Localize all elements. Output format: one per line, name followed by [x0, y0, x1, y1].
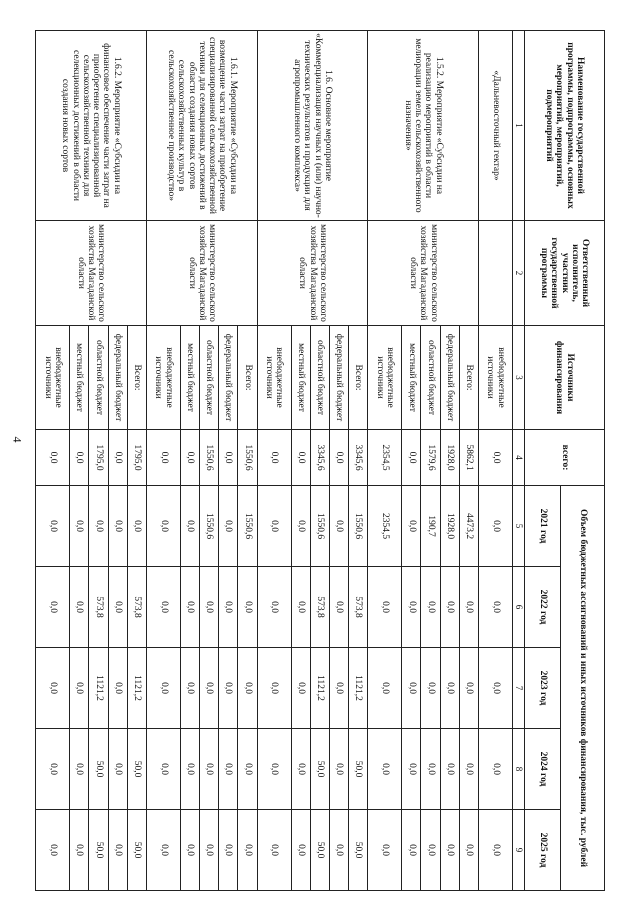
column-number: 5	[513, 486, 525, 567]
table-row	[349, 31, 368, 891]
header-source: Источники финансирования	[525, 326, 605, 430]
value-year: 1121,2	[89, 648, 108, 729]
measure-name: «Дальневосточный гектар»	[478, 31, 512, 221]
value-year: 50,0	[349, 810, 368, 891]
column-number: 8	[513, 729, 525, 810]
source-cell: местный бюджет	[402, 326, 421, 430]
value-year: 0,0	[257, 486, 291, 567]
value-year: 0,0	[329, 810, 348, 891]
value-year: 0,0	[291, 729, 310, 810]
value-total: 3345,6	[310, 430, 329, 486]
value-year: 0,0	[291, 810, 310, 891]
value-year: 0,0	[146, 486, 180, 567]
source-cell: местный бюджет	[180, 326, 199, 430]
value-total: 0,0	[108, 430, 127, 486]
column-number: 7	[513, 648, 525, 729]
value-year: 0,0	[219, 567, 238, 648]
source-cell: федеральный бюджет	[108, 326, 127, 430]
column-number: 9	[513, 810, 525, 891]
value-year: 0,0	[440, 729, 459, 810]
rotated-table-container	[35, 30, 605, 890]
executor-cell: министерство сельского хозяйства Магаданской области	[257, 221, 368, 326]
budget-table	[35, 30, 605, 891]
value-year: 0,0	[200, 810, 219, 891]
value-year: 0,0	[368, 648, 402, 729]
header-total: всего:	[525, 430, 605, 486]
value-year: 0,0	[200, 567, 219, 648]
value-year: 4473,2	[459, 486, 478, 567]
value-year: 1550,6	[238, 486, 257, 567]
value-year: 0,0	[291, 486, 310, 567]
value-year: 0,0	[421, 729, 440, 810]
value-year: 573,8	[89, 567, 108, 648]
value-year: 0,0	[421, 567, 440, 648]
value-year: 0,0	[440, 567, 459, 648]
value-year: 573,8	[127, 567, 146, 648]
value-year: 0,0	[368, 567, 402, 648]
value-year: 0,0	[108, 648, 127, 729]
value-year: 1121,2	[127, 648, 146, 729]
column-number: 6	[513, 567, 525, 648]
value-year: 573,8	[349, 567, 368, 648]
table-row	[127, 31, 146, 891]
header-year: 2024 год	[525, 729, 561, 810]
value-year: 0,0	[459, 729, 478, 810]
header-year: 2021 год	[525, 486, 561, 567]
value-year: 0,0	[36, 810, 70, 891]
value-year: 0,0	[70, 648, 89, 729]
source-cell: внебюджетные источники	[36, 326, 70, 430]
source-cell: внебюджетные источники	[478, 326, 512, 430]
executor-cell: министерство сельского хозяйства Магаданской области	[146, 221, 257, 326]
column-number: 1	[513, 31, 525, 221]
value-total: 1550,6	[238, 430, 257, 486]
value-year: 0,0	[70, 567, 89, 648]
value-year: 0,0	[36, 567, 70, 648]
source-cell: местный бюджет	[291, 326, 310, 430]
source-cell: областной бюджет	[200, 326, 219, 430]
value-year: 0,0	[200, 729, 219, 810]
value-total: 1550,6	[200, 430, 219, 486]
value-year: 0,0	[108, 567, 127, 648]
value-year: 0,0	[108, 729, 127, 810]
source-cell: Всего:	[349, 326, 368, 430]
source-cell: областной бюджет	[421, 326, 440, 430]
value-year: 0,0	[329, 648, 348, 729]
value-total: 0,0	[70, 430, 89, 486]
value-year: 0,0	[219, 486, 238, 567]
executor-cell: министерство сельского хозяйства Магаданской области	[36, 221, 147, 326]
value-year: 0,0	[368, 810, 402, 891]
value-year: 50,0	[310, 810, 329, 891]
value-total: 1795,0	[89, 430, 108, 486]
table-row	[459, 31, 478, 891]
value-year: 0,0	[291, 648, 310, 729]
value-year: 0,0	[478, 567, 512, 648]
page-number: 4	[10, 436, 25, 443]
value-year: 50,0	[127, 810, 146, 891]
value-year: 0,0	[402, 567, 421, 648]
value-year: 0,0	[36, 486, 70, 567]
value-year: 50,0	[349, 729, 368, 810]
value-year: 0,0	[36, 729, 70, 810]
value-year: 0,0	[402, 810, 421, 891]
value-year: 0,0	[421, 810, 440, 891]
value-year: 50,0	[89, 810, 108, 891]
value-year: 0,0	[257, 567, 291, 648]
executor-cell	[478, 221, 512, 326]
measure-name: 1.6.1. Мероприятие «Субсидии на возмещение части затрат на приобретение специализированной сельскохозяйственной техники для селекционных достижений в области создания новых сортов сельскохозяйственных культур в сельскохозяйственное производство»	[146, 31, 257, 221]
value-year: 0,0	[146, 810, 180, 891]
value-year: 0,0	[402, 486, 421, 567]
value-year: 0,0	[180, 729, 199, 810]
source-cell: Всего:	[238, 326, 257, 430]
value-year: 0,0	[402, 648, 421, 729]
value-year: 0,0	[329, 486, 348, 567]
source-cell: Всего:	[127, 326, 146, 430]
column-number: 4	[513, 430, 525, 486]
value-year: 0,0	[421, 648, 440, 729]
value-year: 1550,6	[349, 486, 368, 567]
value-year: 2354,5	[368, 486, 402, 567]
value-year: 0,0	[180, 567, 199, 648]
measure-name: 1.5.2. Мероприятие «Субсидии на реализацию мероприятий в области мелиорации земель сельскохозяйственного назначения»	[368, 31, 479, 221]
value-year: 0,0	[478, 729, 512, 810]
value-total: 0,0	[36, 430, 70, 486]
source-cell: местный бюджет	[70, 326, 89, 430]
value-year: 0,0	[146, 729, 180, 810]
value-total: 0,0	[219, 430, 238, 486]
source-cell: внебюджетные источники	[368, 326, 402, 430]
value-year: 0,0	[238, 648, 257, 729]
header-budget-group: Объем бюджетных ассигнований и иных источников финансирования, тыс. рублей	[561, 486, 605, 891]
source-cell: областной бюджет	[89, 326, 108, 430]
value-year: 0,0	[180, 648, 199, 729]
source-cell: областной бюджет	[310, 326, 329, 430]
value-total: 2354,5	[368, 430, 402, 486]
value-year: 0,0	[238, 810, 257, 891]
source-cell: внебюджетные источники	[146, 326, 180, 430]
value-year: 0,0	[70, 810, 89, 891]
value-year: 0,0	[478, 486, 512, 567]
header-year: 2023 год	[525, 648, 561, 729]
value-year: 1121,2	[349, 648, 368, 729]
value-year: 0,0	[219, 648, 238, 729]
value-year: 0,0	[70, 486, 89, 567]
column-number: 2	[513, 221, 525, 326]
value-year: 1550,6	[200, 486, 219, 567]
value-total: 1579,6	[421, 430, 440, 486]
value-year: 0,0	[257, 648, 291, 729]
value-year: 0,0	[146, 648, 180, 729]
column-number: 3	[513, 326, 525, 430]
executor-cell: министерство сельского хозяйства Магаданской области	[368, 221, 479, 326]
value-total: 0,0	[291, 430, 310, 486]
value-year: 0,0	[127, 486, 146, 567]
source-cell: Всего:	[459, 326, 478, 430]
value-year: 0,0	[70, 729, 89, 810]
value-year: 0,0	[219, 729, 238, 810]
value-year: 0,0	[108, 810, 127, 891]
table-row	[238, 31, 257, 891]
value-year: 50,0	[89, 729, 108, 810]
value-total: 0,0	[257, 430, 291, 486]
value-total: 5862,1	[459, 430, 478, 486]
value-total: 1795,0	[127, 430, 146, 486]
value-year: 50,0	[310, 729, 329, 810]
value-year: 50,0	[127, 729, 146, 810]
value-year: 0,0	[329, 567, 348, 648]
value-year: 0,0	[402, 729, 421, 810]
value-year: 0,0	[238, 567, 257, 648]
value-year: 0,0	[89, 486, 108, 567]
value-year: 0,0	[368, 729, 402, 810]
header-name: Наименование государственной программы, подпрограммы, основных мероприятий, мероприятий, подмероприятий	[525, 31, 605, 221]
value-year: 0,0	[459, 810, 478, 891]
value-total: 0,0	[329, 430, 348, 486]
value-year: 1928,0	[440, 486, 459, 567]
value-year: 0,0	[329, 729, 348, 810]
value-year: 0,0	[478, 648, 512, 729]
value-year: 0,0	[108, 486, 127, 567]
measure-name: 1.6. Основное мероприятие «Коммерциализация научных и (или) научно-технических результатов и продукции для агропромышленного комплекса»	[257, 31, 368, 221]
value-year: 0,0	[459, 648, 478, 729]
value-year: 0,0	[440, 648, 459, 729]
value-total: 0,0	[402, 430, 421, 486]
value-year: 0,0	[180, 486, 199, 567]
value-year: 0,0	[146, 567, 180, 648]
source-cell: внебюджетные источники	[257, 326, 291, 430]
value-year: 0,0	[478, 810, 512, 891]
value-total: 1928,0	[440, 430, 459, 486]
header-year: 2022 год	[525, 567, 561, 648]
value-year: 0,0	[180, 810, 199, 891]
value-year: 0,0	[291, 567, 310, 648]
value-year: 0,0	[257, 810, 291, 891]
value-total: 3345,6	[349, 430, 368, 486]
source-cell: федеральный бюджет	[219, 326, 238, 430]
table-row	[478, 31, 512, 891]
value-year: 1550,6	[310, 486, 329, 567]
value-year: 0,0	[440, 810, 459, 891]
value-year: 0,0	[238, 729, 257, 810]
header-executor: Ответственный исполнитель, участник государственной программы	[525, 221, 605, 326]
value-year: 1121,2	[310, 648, 329, 729]
value-year: 0,0	[219, 810, 238, 891]
measure-name: 1.6.2. Мероприятие «Субсидии на финансовое обеспечение части затрат на приобретение специализированной сельскохозяйственной техники для селекционных достижений в области создания новых сортов	[36, 31, 147, 221]
source-cell: федеральный бюджет	[440, 326, 459, 430]
value-year: 0,0	[36, 648, 70, 729]
source-cell: федеральный бюджет	[329, 326, 348, 430]
value-year: 0,0	[200, 648, 219, 729]
value-year: 190,7	[421, 486, 440, 567]
header-year: 2025 год	[525, 810, 561, 891]
value-year: 0,0	[257, 729, 291, 810]
value-year: 0,0	[459, 567, 478, 648]
value-total: 0,0	[146, 430, 180, 486]
value-year: 573,8	[310, 567, 329, 648]
value-total: 0,0	[478, 430, 512, 486]
value-total: 0,0	[180, 430, 199, 486]
